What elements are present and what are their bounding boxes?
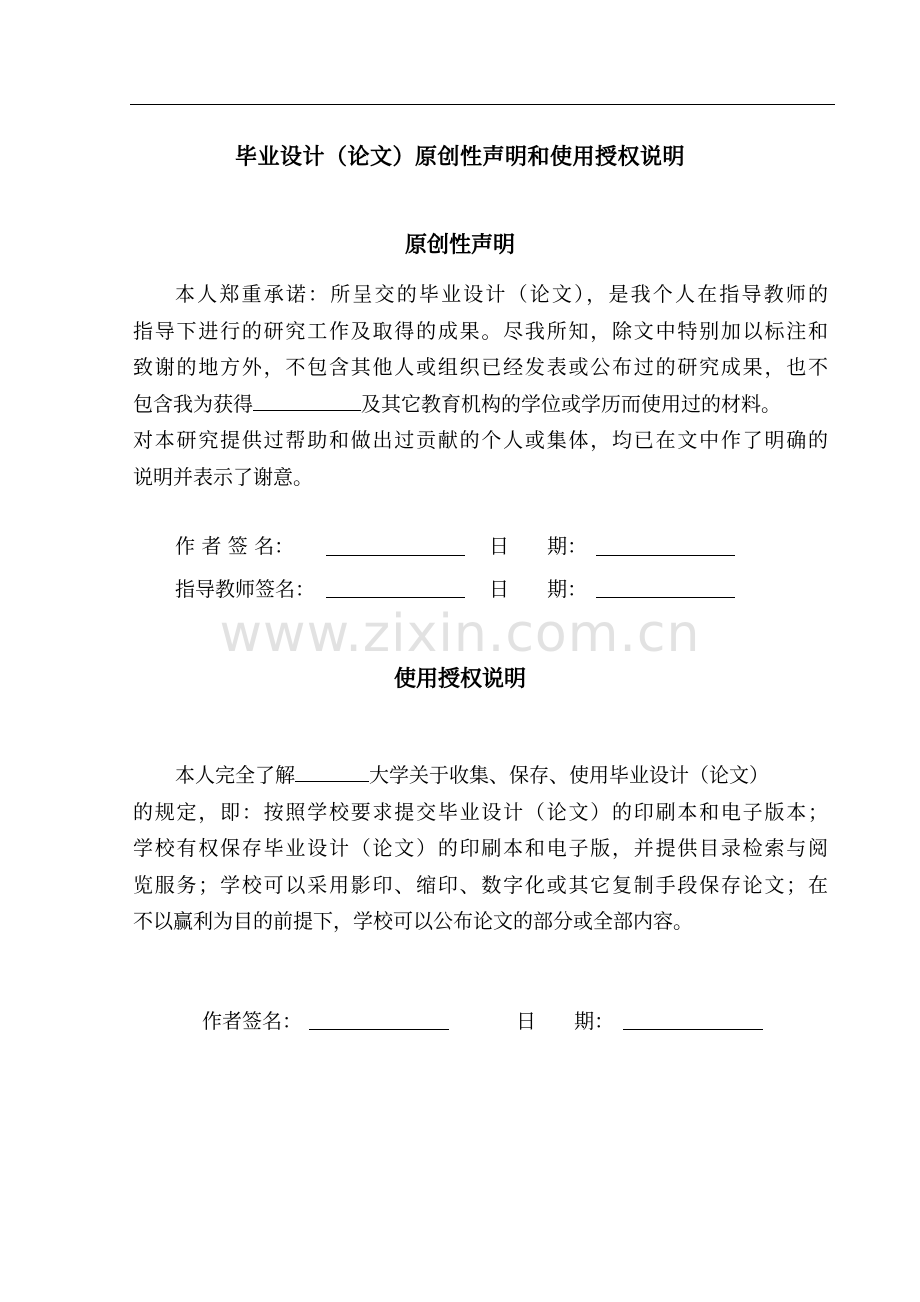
author-signature-field[interactable] xyxy=(326,555,465,556)
line-text: 包含我为获得 xyxy=(133,391,253,416)
paragraph-line: 对本研究提供过帮助和做出过贡献的个人或集体，均已在文中作了明确的 xyxy=(133,428,828,453)
authorization-paragraph xyxy=(133,757,828,940)
author-signature-label: 作 者 签 名： xyxy=(175,534,295,558)
author-date-field[interactable] xyxy=(596,555,735,556)
line-text: 及其它教育机构的学位或学历而使用过的材料。 xyxy=(361,391,781,416)
paragraph-line: 指导下进行的研究工作及取得的成果。尽我所知，除文中特别加以标注和 xyxy=(133,318,828,343)
paragraph-line xyxy=(133,386,828,423)
advisor-date-field[interactable] xyxy=(596,597,735,598)
paragraph-line: 的规定，即：按照学校要求提交毕业设计（论文）的印刷本和电子版本； xyxy=(133,799,828,824)
watermark: www.zixin.com.cn xyxy=(219,604,701,664)
date-label: 日 期： xyxy=(516,1009,615,1033)
advisor-signature-field[interactable] xyxy=(326,597,465,598)
date-label: 日 期： xyxy=(489,534,588,558)
paragraph-line: 致谢的地方外，不包含其他人或组织已经发表或公布过的研究成果，也不 xyxy=(133,355,828,380)
paragraph-line xyxy=(133,757,828,794)
authorization-section-title: 使用授权说明 xyxy=(393,667,526,692)
originality-paragraph xyxy=(133,276,828,496)
main-title: 毕业设计（论文）原创性声明和使用授权说明 xyxy=(234,145,685,170)
paragraph-line: 览服务；学校可以采用影印、缩印、数字化或其它复制手段保存论文；在 xyxy=(133,872,828,897)
paragraph-line: 说明并表示了谢意。 xyxy=(133,464,313,489)
paragraph-line: 不以赢利为目的前提下，学校可以公布论文的部分或全部内容。 xyxy=(133,909,693,934)
degree-blank[interactable] xyxy=(253,392,361,411)
line-text: 大学关于收集、保存、使用毕业设计（论文） xyxy=(369,763,769,787)
originality-section-title: 原创性声明 xyxy=(404,233,515,258)
author-date-field[interactable] xyxy=(623,1029,763,1030)
university-blank[interactable] xyxy=(295,763,369,782)
paragraph-line: 学校有权保存毕业设计（论文）的印刷本和电子版，并提供目录检索与阅 xyxy=(133,836,828,861)
line-text: 本人完全了解 xyxy=(175,763,295,787)
author-signature-label: 作者签名： xyxy=(202,1009,302,1033)
author-signature-field[interactable] xyxy=(309,1029,449,1030)
advisor-signature-label: 指导教师签名： xyxy=(175,577,315,601)
paragraph-line: 本人郑重承诺：所呈交的毕业设计（论文），是我个人在指导教师的 xyxy=(175,282,828,306)
date-label: 日 期： xyxy=(489,577,588,601)
header-rule xyxy=(130,104,835,105)
